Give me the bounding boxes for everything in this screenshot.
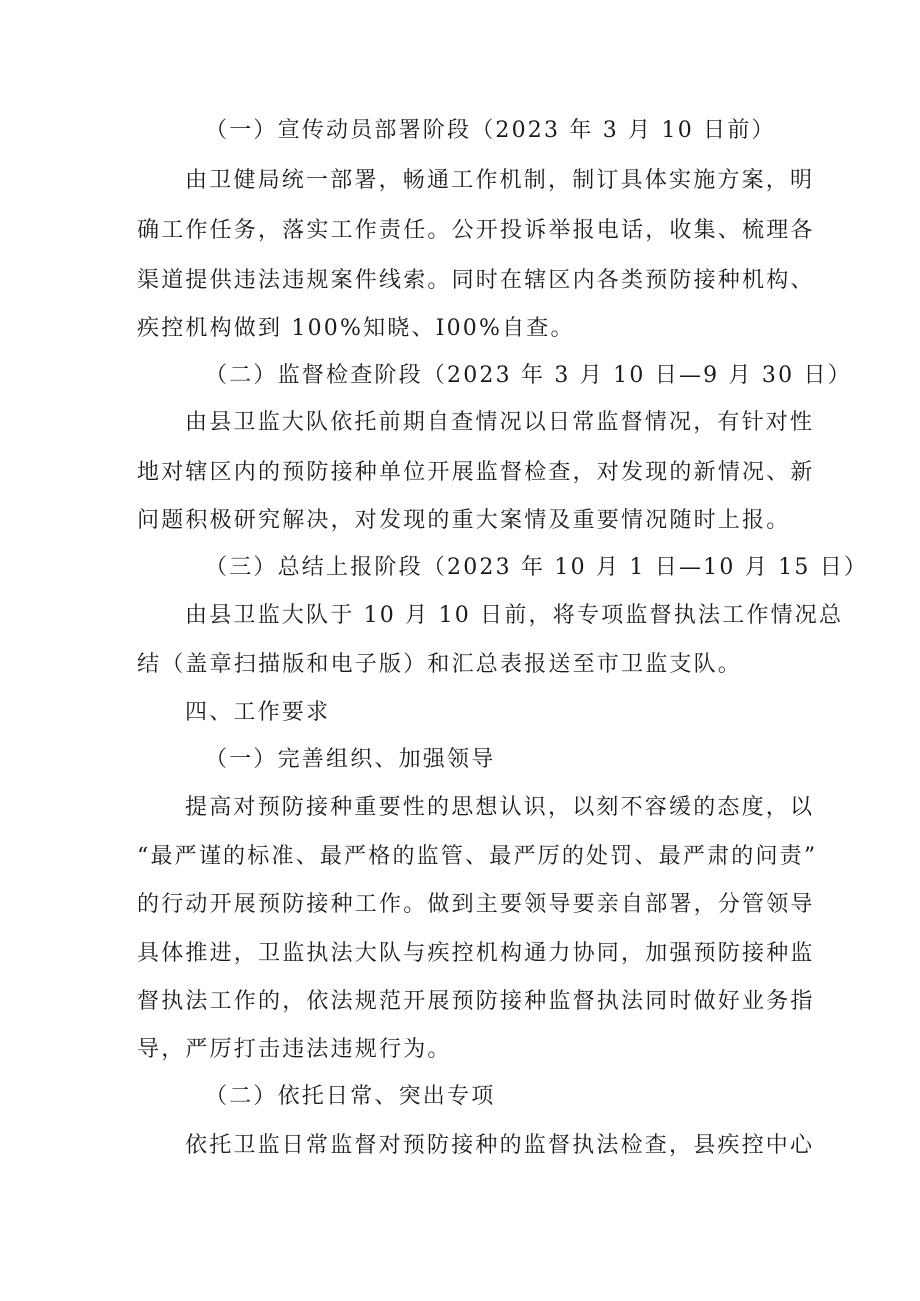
subsection-heading-2: （二）依托日常、突出专项 [205, 1084, 496, 1109]
subsection-heading-1: （一）完善组织、加强领导 [205, 747, 496, 772]
section-heading-1: （一）宣传动员部署阶段（2023 年 3 月 10 日前） [205, 118, 776, 143]
paragraph-line: 督执法工作的，依法规范开展预防接种监督执法同时做好业务指 [137, 989, 815, 1014]
paragraph-line: 依托卫监日常监督对预防接种的监督执法检查，县疾控中心 [185, 1133, 815, 1158]
section-heading-3: （三）总结上报阶段（2023 年 10 月 1 日—10 月 15 日） [205, 555, 869, 580]
paragraph-line: 渠道提供违法违规案件线索。同时在辖区内各类预防接种机构、 [137, 268, 815, 293]
paragraph-line: 的行动开展预防接种工作。做到主要领导要亲自部署，分管领导 [137, 892, 815, 917]
section-heading-4: 四、工作要求 [185, 700, 331, 725]
section-heading-2: （二）监督检查阶段（2023 年 3 月 10 日—9 月 30 日） [205, 363, 852, 388]
paragraph-line: 具体推进，卫监执法大队与疾控机构通力协同，加强预防接种监 [137, 941, 815, 966]
paragraph-line: 疾控机构做到 100%知晓、I00%自查。 [137, 316, 575, 341]
paragraph-line: 结（盖章扫描版和电子版）和汇总表报送至市卫监支队。 [137, 652, 743, 677]
paragraph-line: 导，严厉打击违法违规行为。 [137, 1037, 452, 1062]
paragraph-line: 提高对预防接种重要性的思想认识，以刻不容缓的态度，以 [185, 795, 815, 820]
paragraph-line: 由卫健局统一部署，畅通工作机制，制订具体实施方案，明 [185, 168, 815, 193]
paragraph-line: 确工作任务，落实工作责任。公开投诉举报电话，收集、梳理各 [137, 218, 815, 243]
paragraph-line: 由县卫监大队依托前期自查情况以日常监督情况，有针对性 [185, 410, 815, 435]
paragraph-line: 由县卫监大队于 10 月 10 日前，将专项监督执法工作情况总 [185, 603, 844, 628]
paragraph-line: 问题积极研究解决，对发现的重大案情及重要情况随时上报。 [137, 508, 791, 533]
paragraph-line: “最严谨的标准、最严格的监管、最严厉的处罚、最严肃的问责” [137, 844, 818, 869]
paragraph-line: 地对辖区内的预防接种单位开展监督检查，对发现的新情况、新 [137, 460, 815, 485]
